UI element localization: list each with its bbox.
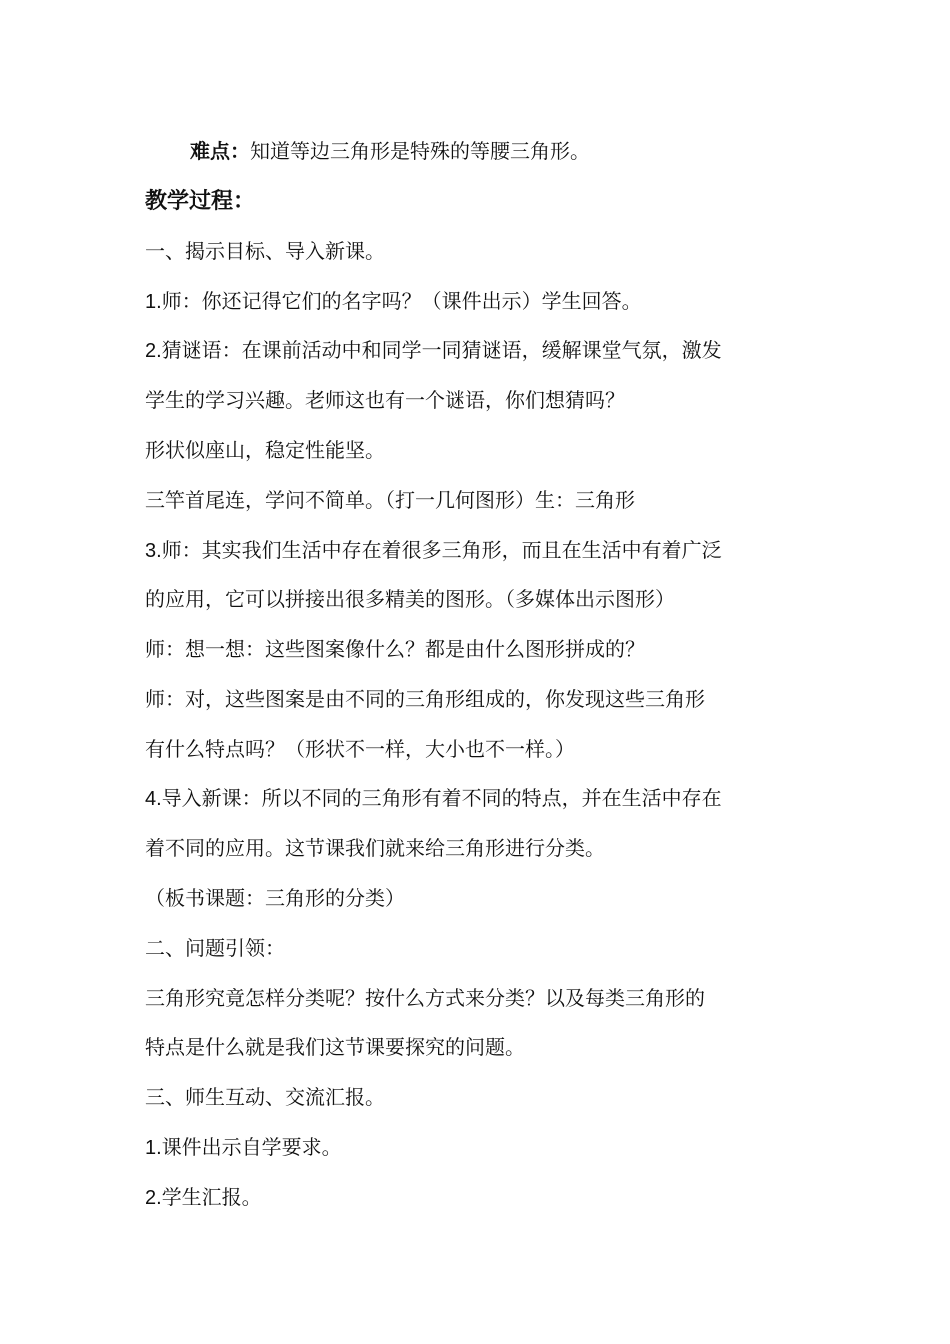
section1-item2-line1 [145,336,805,365]
item-number: 2. [145,1187,162,1209]
section1-item4-line1 [145,784,805,813]
item-text: 课件出示自学要求。 [161,1135,342,1159]
section1-item3-line3: 师：想一想：这些图案像什么？都是由什么图形拼成的？ [145,637,645,661]
section2-title: 二、问题引领： [145,936,285,960]
section2-line1: 三角形究竟怎样分类呢？按什么方式来分类？以及每类三角形的 [145,986,705,1010]
section1-title: 一、揭示目标、导入新课。 [145,239,385,263]
section1-item2-line4: 三竿首尾连，学问不简单。（打一几何图形）生：三角形 [145,488,635,512]
section1-item3-line4: 师：对，这些图案是由不同的三角形组成的，你发现这些三角形 [145,687,705,711]
section1-item2-line3: 形状似座山，稳定性能坚。 [145,438,385,462]
section1-item4-line3: （板书课题：三角形的分类） [145,886,405,910]
item-number: 3. [145,540,162,562]
item-number: 4. [145,788,162,810]
item-text: 学生汇报。 [161,1185,262,1209]
section3-item2 [145,1183,805,1212]
section1-item3-line1 [145,536,805,565]
item-number: 1. [145,1137,162,1159]
process-heading: 教学过程： [145,188,256,214]
difficulty-text: 知道等边三角形是特殊的等腰三角形。 [250,139,590,163]
item-text: 导入新课：所以不同的三角形有着不同的特点，并在生活中存在 [161,786,722,810]
item-text: 猜谜语：在课前活动中和同学一同猜谜语，缓解课堂气氛，激发 [161,338,722,362]
difficulty-line [190,137,850,165]
item-text: 师：其实我们生活中存在着很多三角形，而且在生活中有着广泛 [161,538,722,562]
section3-title: 三、师生互动、交流汇报。 [145,1085,385,1109]
section1-item2-line2: 学生的学习兴趣。老师这也有一个谜语，你们想猜吗？ [145,388,625,412]
difficulty-label: 难点： [190,139,250,163]
section1-item3-line5: 有什么特点吗？（形状不一样，大小也不一样。） [145,737,575,761]
section1-item4-line2: 着不同的应用。这节课我们就来给三角形进行分类。 [145,836,605,860]
item-text: 师：你还记得它们的名字吗？（课件出示）学生回答。 [161,289,642,313]
item-number: 2. [145,340,162,362]
section3-item1 [145,1133,805,1162]
section1-item3-line2: 的应用，它可以拼接出很多精美的图形。（多媒体出示图形） [145,587,675,611]
section2-line2: 特点是什么就是我们这节课要探究的问题。 [145,1035,525,1059]
item-number: 1. [145,291,162,313]
section1-item1 [145,287,805,316]
